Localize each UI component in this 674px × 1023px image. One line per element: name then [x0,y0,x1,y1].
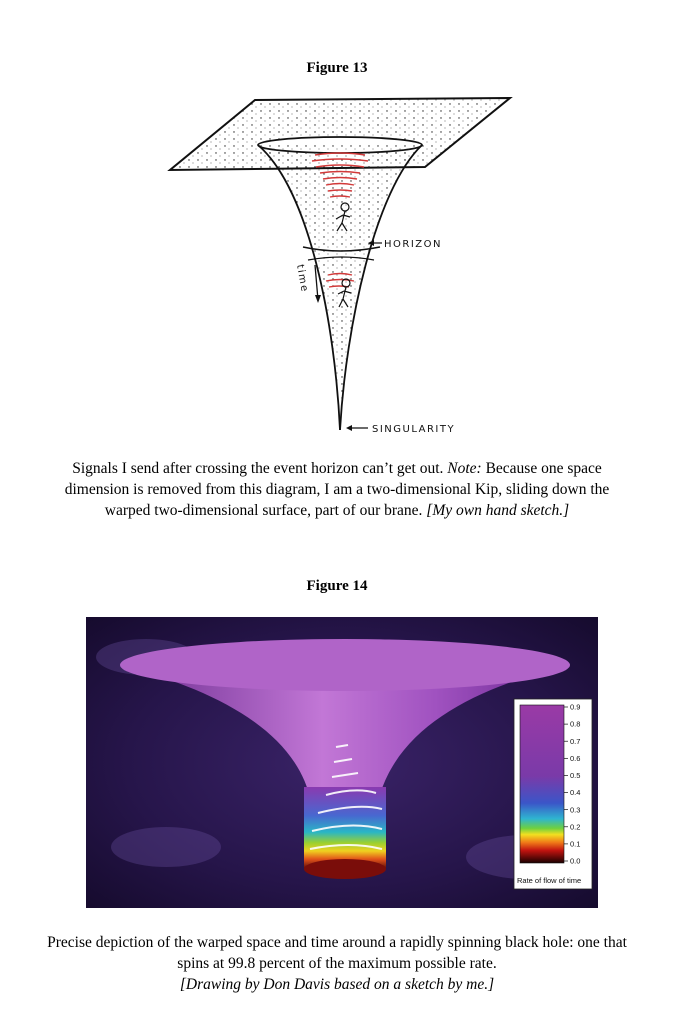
legend-tick-label: 0.8 [570,719,581,729]
black-hole-hand-sketch [160,95,520,445]
figure-14-title: Figure 14 [306,578,368,594]
figure-14-caption [40,932,634,995]
caption-14-credit: [Drawing by Don Davis based on a sketch by me.] [179,976,495,993]
legend-tick-label: 0.5 [570,771,581,781]
legend-label: Rate of flow of time [517,876,582,885]
figure-13-title: Figure 13 [306,60,368,76]
caption-14-text: Precise depiction of the warped space and time around a rapidly spinning black hole: one that spins at 99.8 percent of the maximum possible rate. [47,934,627,972]
spinning-black-hole-render [86,617,598,908]
caption-13-text-1: Signals I send after crossing the event horizon can’t get out. [72,460,448,477]
legend-tick-label: 0.7 [570,736,581,746]
legend-tick-label: 0.3 [570,805,581,815]
caption-13-note-label: Note: [447,460,482,477]
legend-color-bar [520,705,564,863]
figure-13-caption [40,458,634,521]
time-label: time [294,263,310,294]
legend-tick-label: 0.0 [570,856,581,866]
horizon-label: HORIZON [384,239,442,250]
legend-tick-label: 0.2 [570,822,581,832]
funnel-body [258,145,422,430]
legend-tick-label: 0.6 [570,753,581,763]
legend-tick-label: 0.4 [570,788,581,798]
funnel-top-rim [120,639,570,691]
singularity-label: SINGULARITY [372,424,456,435]
legend-tick-label: 0.1 [570,839,581,849]
legend-tick-label: 0.9 [570,702,581,712]
caption-13-credit: [My own hand sketch.] [426,502,570,519]
caption-13-text-2: Because one space dimension is removed from this diagram, I am a two-dimensional Kip, sliding down the warped two-dimensional surface, part of our brane. [64,460,610,519]
